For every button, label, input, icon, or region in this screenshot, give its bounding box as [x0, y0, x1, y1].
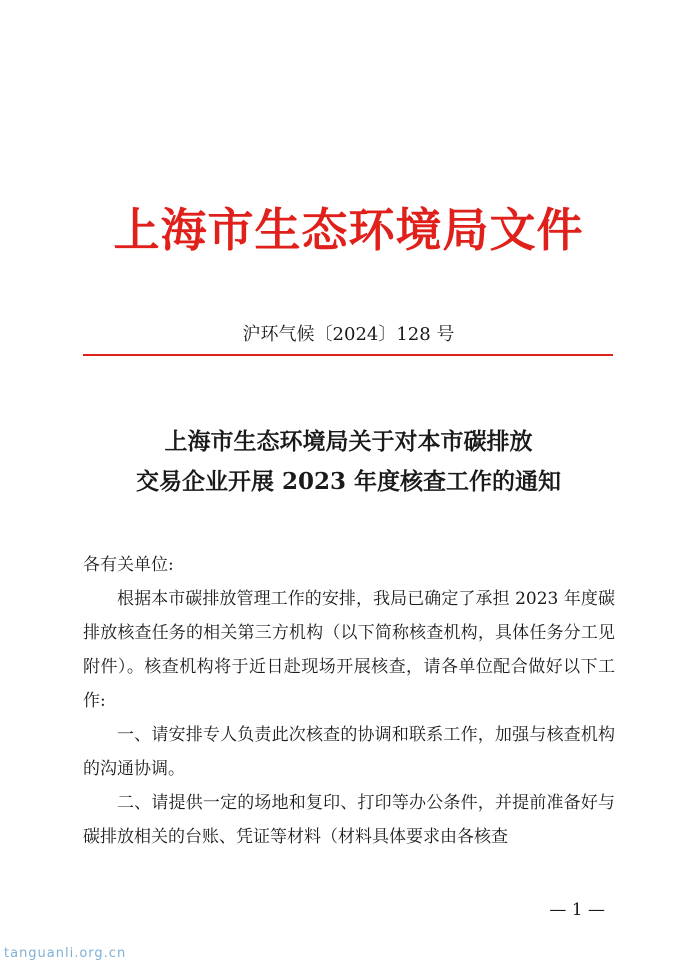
body-paragraph: 二、请提供一定的场地和复印、打印等办公条件，并提前准备好与碳排放相关的台账、凭证等材料（材料具体要求由各核查	[83, 793, 615, 847]
body-paragraph: 根据本市碳排放管理工作的安排，我局已确定了承担 2023 年度碳排放核查任务的相关第三方机构（以下简称核查机构，具体任务分工见附件）。核查机构将于近日赴现场开展核查，请各单位配合做好以下工作:	[83, 589, 615, 711]
watermark: tanguanli.org.cn	[4, 946, 127, 961]
page-number: — 1 —	[549, 900, 605, 920]
salutation: 各有关单位:	[83, 555, 174, 575]
notice-title-line-2: 交易企业开展 2023 年度核查工作的通知	[135, 468, 562, 495]
red-divider-line	[83, 354, 613, 356]
document-number: 沪环气候〔2024〕128 号	[242, 324, 455, 345]
document-body	[83, 548, 615, 854]
body-paragraph: 一、请安排专人负责此次核查的协调和联系工作，加强与核查机构的沟通协调。	[83, 725, 615, 779]
notice-title-line-1: 上海市生态环境局关于对本市碳排放	[164, 428, 533, 455]
document-header-title: 上海市生态环境局文件	[113, 203, 584, 257]
notice-title	[0, 422, 697, 502]
